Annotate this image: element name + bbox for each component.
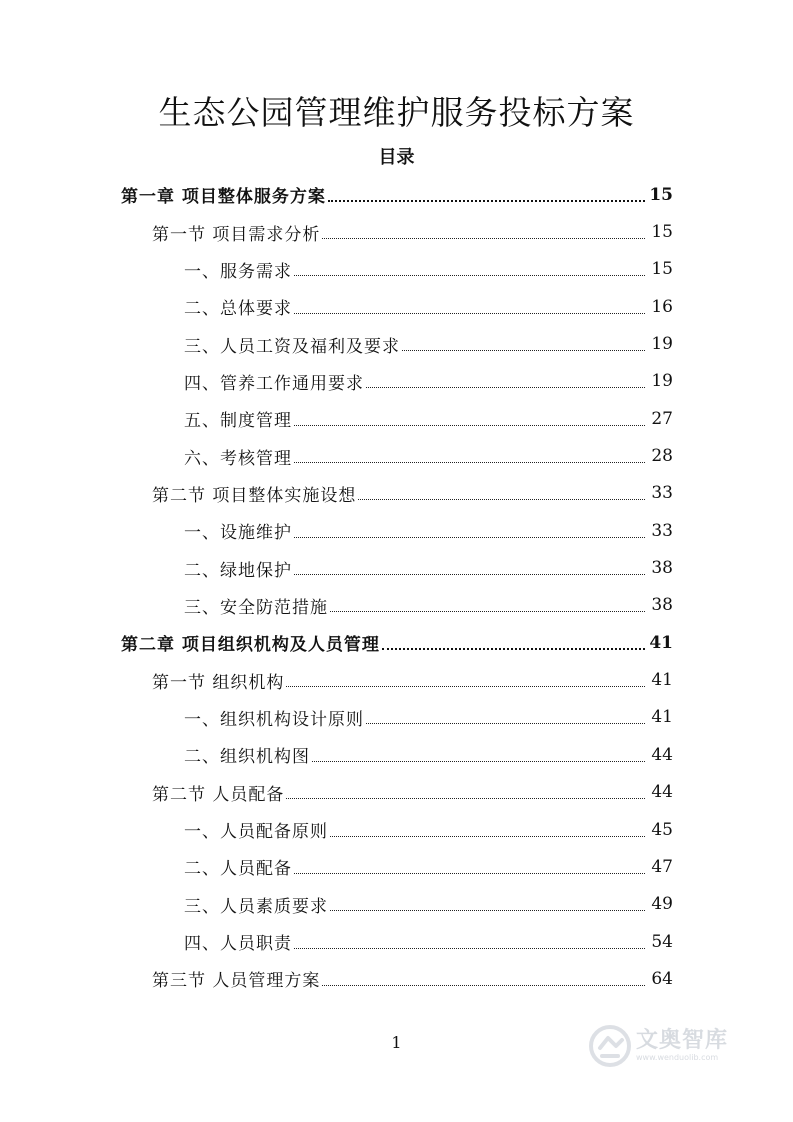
toc-dot-leader [322, 984, 645, 986]
toc-entry-title: 一、组织机构设计原则 [184, 709, 364, 730]
toc-page-number: 19 [651, 371, 673, 392]
toc-entry-title: 三、人员素质要求 [184, 896, 328, 917]
toc-dot-leader [294, 573, 645, 575]
toc-entry-title: 三、人员工资及福利及要求 [184, 336, 400, 357]
toc-page-number: 64 [651, 968, 673, 989]
toc-entry-title: 第一节 组织机构 [152, 672, 285, 693]
toc-page-number: 38 [651, 595, 673, 616]
toc-page-number: 28 [651, 446, 673, 467]
toc-dot-leader [294, 536, 645, 538]
toc-page-number: 27 [651, 408, 673, 429]
toc-dot-leader [294, 312, 645, 314]
toc-entry[interactable] [0, 288, 793, 325]
toc-entry[interactable] [0, 549, 793, 586]
watermark-url: www.wenduolib.com [636, 1053, 719, 1062]
toc-page-number: 19 [651, 334, 673, 355]
toc-dot-leader [294, 424, 645, 426]
toc-entry-title: 二、组织机构图 [184, 747, 310, 768]
toc-entry-title: 五、制度管理 [184, 411, 292, 432]
toc-page-number: 15 [651, 259, 673, 280]
toc-dot-leader [330, 610, 645, 612]
toc-page-number: 54 [651, 931, 673, 952]
toc-entry-title: 第二节 人员配备 [152, 784, 285, 805]
toc-entry[interactable] [0, 811, 793, 848]
toc-dot-leader [330, 909, 645, 911]
toc-heading: 目录 [378, 147, 415, 168]
toc-entry-title: 第一章 项目整体服务方案 [121, 187, 326, 208]
watermark [588, 1020, 768, 1072]
toc-entry-title: 第一节 项目需求分析 [152, 224, 321, 245]
toc-dot-leader [294, 947, 645, 949]
toc-dot-leader [328, 199, 645, 202]
toc-page-number: 38 [651, 558, 673, 579]
toc-dot-leader [366, 386, 645, 388]
toc-entry[interactable] [0, 736, 793, 773]
toc-entry[interactable] [0, 699, 793, 736]
toc-page-number: 41 [649, 632, 673, 653]
toc-entry[interactable] [0, 886, 793, 923]
toc-page-number: 16 [651, 296, 673, 317]
toc-entry-title: 第三节 人员管理方案 [152, 971, 321, 992]
toc-page-number: 45 [651, 819, 673, 840]
toc-dot-leader [294, 872, 645, 874]
watermark-logo-icon [588, 1024, 632, 1068]
toc-entry[interactable] [0, 437, 793, 474]
toc-dot-leader [358, 498, 645, 500]
toc-page-number: 15 [651, 222, 673, 243]
toc-page-number: 41 [651, 707, 673, 728]
toc-page-number: 44 [651, 782, 673, 803]
toc-dot-leader [382, 647, 645, 650]
toc-entry-title: 第二章 项目组织机构及人员管理 [121, 635, 380, 656]
toc-dot-leader [330, 835, 645, 837]
toc-entry-title: 一、设施维护 [184, 523, 292, 544]
toc-page-number: 15 [649, 184, 673, 205]
toc-entry[interactable] [0, 587, 793, 624]
toc-entry-title: 一、服务需求 [184, 261, 292, 282]
toc-entry[interactable] [0, 774, 793, 811]
toc-dot-leader [286, 685, 645, 687]
toc-entry[interactable] [0, 624, 793, 661]
toc-entry-title: 四、管养工作通用要求 [184, 373, 364, 394]
toc-dot-leader [286, 797, 645, 799]
toc-dot-leader [312, 760, 645, 762]
toc-entry-title: 二、人员配备 [184, 859, 292, 880]
toc-entry[interactable] [0, 661, 793, 698]
toc-page-number: 41 [651, 670, 673, 691]
toc-dot-leader [366, 722, 645, 724]
toc-entry[interactable] [0, 176, 793, 213]
toc-entry[interactable] [0, 923, 793, 960]
toc-page-number: 33 [651, 520, 673, 541]
toc-dot-leader [402, 349, 645, 351]
toc-entry-title: 四、人员职责 [184, 934, 292, 955]
toc-entry-title: 一、人员配备原则 [184, 822, 328, 843]
toc-dot-leader [294, 461, 645, 463]
table-of-contents [0, 176, 793, 998]
toc-entry-title: 六、考核管理 [184, 448, 292, 469]
toc-page-number: 33 [651, 483, 673, 504]
document-title: 生态公园管理维护服务投标方案 [158, 93, 635, 132]
toc-page-number: 44 [651, 744, 673, 765]
toc-entry[interactable] [0, 400, 793, 437]
toc-page-number: 47 [651, 856, 673, 877]
watermark-name: 文奥智库 [636, 1028, 729, 1053]
toc-entry-title: 二、绿地保护 [184, 560, 292, 581]
page-number: 1 [391, 1033, 402, 1052]
toc-entry-title: 二、总体要求 [184, 299, 292, 320]
toc-entry[interactable] [0, 251, 793, 288]
toc-entry[interactable] [0, 475, 793, 512]
toc-entry[interactable] [0, 213, 793, 250]
toc-entry[interactable] [0, 363, 793, 400]
toc-entry-title: 第二节 项目整体实施设想 [152, 485, 357, 506]
toc-entry-title: 三、安全防范措施 [184, 597, 328, 618]
toc-entry[interactable] [0, 325, 793, 362]
toc-dot-leader [294, 274, 645, 276]
toc-dot-leader [322, 237, 645, 239]
toc-page-number: 49 [651, 894, 673, 915]
toc-entry[interactable] [0, 960, 793, 997]
toc-entry[interactable] [0, 512, 793, 549]
toc-entry[interactable] [0, 848, 793, 885]
